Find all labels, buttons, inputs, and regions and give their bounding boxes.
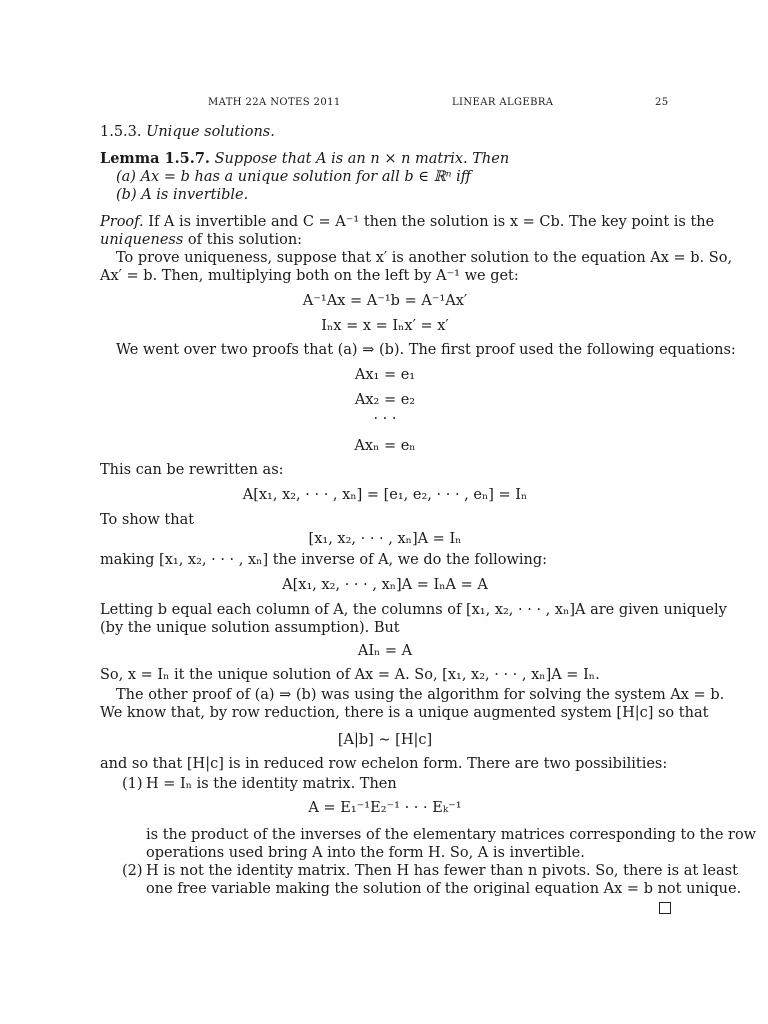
case-1-line-3: operations used bring A into the form H. So, A is invertible. — [146, 845, 585, 861]
proof-line-7: To show that — [100, 512, 195, 528]
header-page-number: 25 — [655, 97, 669, 108]
lemma-item-a: (a) Ax = b has a unique solution for all b ∈ ℝⁿ iff — [116, 169, 472, 185]
equation-2: Iₙx = x = Iₙx′ = x′ — [321, 318, 449, 334]
equation-11: [A|b] ∼ [H|c] — [337, 732, 433, 748]
section-title: Unique solutions. — [146, 124, 275, 140]
case-2-text: H is not the identity matrix. Then H has fewer than n pivots. So, there is at least — [146, 863, 738, 879]
case-2-label: (2) — [122, 863, 143, 879]
lemma-item-b: (b) A is invertible. — [116, 187, 249, 203]
proof-line-14: and so that [H|c] is in reduced row echelon form. There are two possibilities: — [100, 756, 668, 772]
section-heading — [100, 123, 275, 141]
equation-9: A[x₁, x₂, · · · , xₙ]A = IₙA = A — [282, 577, 488, 593]
equation-5: · · · — [373, 411, 397, 427]
proof-line-12: The other proof of (a) ⇒ (b) was using the algorithm for solving the system Ax = b. — [116, 687, 725, 703]
proof-line-6: This can be rewritten as: — [100, 462, 284, 478]
lemma-text: Suppose that A is an n × n matrix. Then — [214, 151, 510, 167]
proof-line-4: Ax′ = b. Then, multiplying both on the left by A⁻¹ we get: — [100, 268, 519, 284]
proof-line-13: We know that, by row reduction, there is a unique augmented system [H|c] so that — [100, 705, 709, 721]
header-left: MATH 22A NOTES 2011 — [208, 97, 341, 108]
equation-3: Ax₁ = e₁ — [354, 367, 416, 383]
equation-1: A⁻¹Ax = A⁻¹b = A⁻¹Ax′ — [302, 293, 468, 309]
case-2-line-2: one free variable making the solution of the original equation Ax = b not unique. — [146, 881, 742, 897]
proof-line-10: (by the unique solution assumption). But — [100, 620, 400, 636]
proof-line-11: So, x = Iₙ it the unique solution of Ax = A. So, [x₁, x₂, · · · , xₙ]A = Iₙ. — [100, 667, 600, 683]
equation-10: AIₙ = A — [357, 643, 413, 659]
proof-line-9: Letting b equal each column of A, the columns of [x₁, x₂, · · · , xₙ]A are given uniquely — [100, 602, 727, 618]
equation-7: A[x₁, x₂, · · · , xₙ] = [e₁, e₂, · · · , eₙ] = Iₙ — [242, 487, 528, 503]
lemma-label: Lemma 1.5.7. — [100, 150, 210, 167]
equation-4: Ax₂ = e₂ — [354, 392, 416, 408]
equation-6: Axₙ = eₙ — [354, 438, 416, 454]
qed-square-icon — [659, 902, 671, 914]
proof-line-3: To prove uniqueness, suppose that x′ is another solution to the equation Ax = b. So, — [116, 250, 733, 266]
proof-label: Proof. — [100, 214, 144, 230]
case-1-line-2: is the product of the inverses of the elementary matrices corresponding to the row — [146, 827, 757, 843]
case-1-label: (1) — [122, 776, 143, 792]
lemma-statement — [100, 150, 509, 168]
proof-line-8: making [x₁, x₂, · · · , xₙ] the inverse of A, we do the following: — [100, 552, 548, 568]
proof-line-5: We went over two proofs that (a) ⇒ (b). The first proof used the following equations: — [116, 342, 736, 358]
paper-page — [100, 0, 757, 1024]
equation-12: A = E₁⁻¹E₂⁻¹ · · · Eₖ⁻¹ — [308, 800, 462, 816]
equation-8: [x₁, x₂, · · · , xₙ]A = Iₙ — [308, 531, 462, 547]
proof-line-2: uniqueness of this solution: — [100, 232, 303, 248]
proof-line-1: Proof. If A is invertible and C = A⁻¹ then the solution is x = Cb. The key point is the — [100, 214, 715, 230]
case-1-text: H = Iₙ is the identity matrix. Then — [146, 776, 397, 792]
header-center: LINEAR ALGEBRA — [452, 97, 554, 108]
section-number: 1.5.3. — [100, 124, 142, 140]
